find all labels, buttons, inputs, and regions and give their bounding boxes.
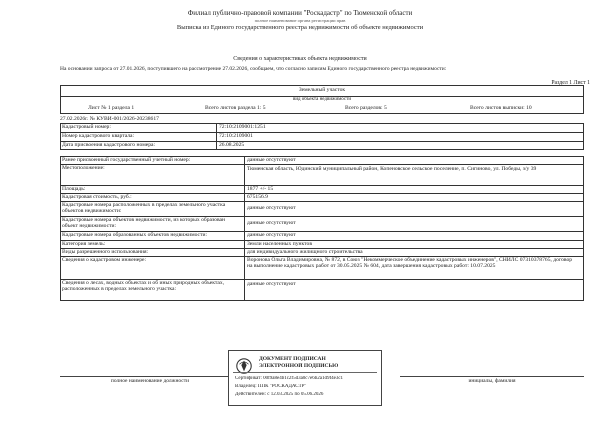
extract-number: 27.02.2026г. № КУВИ-001/2026-20238617 (60, 116, 159, 122)
location-value: Тюменская область, Юдинский муниципальный район, Копеновское сельское поселение, п. Сигиново, ул. Победы, з/у 39 (247, 166, 537, 172)
assignment-date-label: Дата присвоения кадастрового номера: (62, 142, 156, 148)
section-sheets-count: Всего листов раздела 1: 5 (205, 105, 266, 111)
contained-objects-label: Кадастровые номера расположенных в пределах земельного участка объектов недвижимости: (62, 202, 226, 215)
location-label: Местоположение: (62, 165, 105, 171)
natural-objects-value: данные отсутствуют (247, 281, 296, 287)
cadastral-engineer-value: Воронова Ольга Владимировна, № 872, в Союз "Некоммерческое объединение кадастровых инженеров", СНИЛС 07310378765, договор на выполнение кадастровых работ от 30.05.2025 № 604, дата завершения кадастровых работ: 10.07.2025 (247, 257, 573, 270)
stamp-title-1: ДОКУМЕНТ ПОДПИСАН (259, 356, 326, 362)
document-title: Выписка из Единого государственного реестра недвижимости об объекте недвижимости (176, 24, 424, 31)
cadastral-number-value: 72:10:2109001:1251 (219, 124, 266, 130)
cadastral-value-value: 675156.9 (247, 194, 268, 200)
divider (233, 372, 377, 373)
header-organization: Филиал публично-правовой компании "Роскадастр" по Тюменской области (187, 9, 413, 17)
land-category-label: Категория земель: (62, 241, 106, 247)
permitted-use-label: Виды разрешенного использования: (62, 249, 149, 255)
name-signature-line (400, 376, 584, 377)
natural-objects-label: Сведения о лесах, водных объектах и об иных природных объектах, расположенных в пределах земельного участка: (62, 280, 225, 293)
section-sheet: Лист № 1 раздела 1 (88, 105, 135, 111)
cadastral-value-label: Кадастровая стоимость, руб.: (62, 194, 132, 200)
cadastral-number-label: Кадастровый номер: (62, 124, 111, 130)
stamp-title-2: ЭЛЕКТРОННОЙ ПОДПИСЬЮ (259, 363, 339, 369)
divider (216, 123, 217, 150)
header-organization-caption: полное наименование органа регистрации прав (254, 18, 346, 23)
document-subtitle: Сведения о характеристиках объекта недвижимости (233, 56, 367, 62)
position-caption: полное наименование должности (110, 378, 190, 384)
stamp-validity: Действителен: с 12.03.2025 по 05.06.2026 (235, 392, 324, 397)
object-type: Земельный участок (298, 87, 346, 93)
source-objects-value: данные отсутствуют (247, 220, 296, 226)
cadastral-engineer-label: Сведения о кадастровом инженере: (62, 257, 147, 263)
name-caption: инициалы, фамилия (468, 378, 516, 384)
quarter-number-label: Номер кадастрового квартала: (62, 133, 135, 139)
stamp-owner: Владелец: ППК "РОСКАДАСТР" (235, 384, 307, 389)
contained-objects-value: данные отсутствуют (247, 205, 296, 211)
previous-number-label: Ранее присвоенный государственный учетный номер: (62, 157, 191, 163)
request-basis: На основании запроса от 27.01.2026, поступившего на рассмотрение 27.02.2026, сообщаем, что согласно записям Единого государственного реестра недвижимости: (60, 66, 447, 72)
quarter-number-value: 72:10:2109001 (219, 133, 253, 139)
formed-objects-value: данные отсутствуют (247, 232, 296, 238)
position-signature-line (60, 376, 240, 377)
total-sheets-count: Всего листов выписки: 10 (470, 105, 532, 111)
area-value: 1877 +/- 15 (247, 186, 274, 192)
sections-count: Всего разделов: 5 (345, 105, 387, 111)
object-type-caption: вид объекта недвижимости (292, 97, 352, 102)
previous-number-value: данные отсутствуют (247, 157, 296, 163)
stamp-certificate: Сертификат: 00f9a8e4b1c2f5d3a0c7e6b2a1d9f4e3c1 (235, 376, 344, 381)
permitted-use-value: для индивидуального жилищного строительства (247, 249, 363, 255)
sheet-info: Раздел 1 Лист 1 (551, 80, 590, 86)
area-label: Площадь: (62, 186, 86, 192)
land-category-value: Земли населенных пунктов (247, 241, 312, 247)
assignment-date-value: 26.08.2025 (219, 142, 245, 148)
source-objects-label: Кадастровые номера объектов недвижимости, из которых образован объект недвижимости: (62, 217, 226, 230)
electronic-signature-stamp (228, 350, 382, 406)
formed-objects-label: Кадастровые номера образованных объектов недвижимости: (62, 232, 208, 238)
